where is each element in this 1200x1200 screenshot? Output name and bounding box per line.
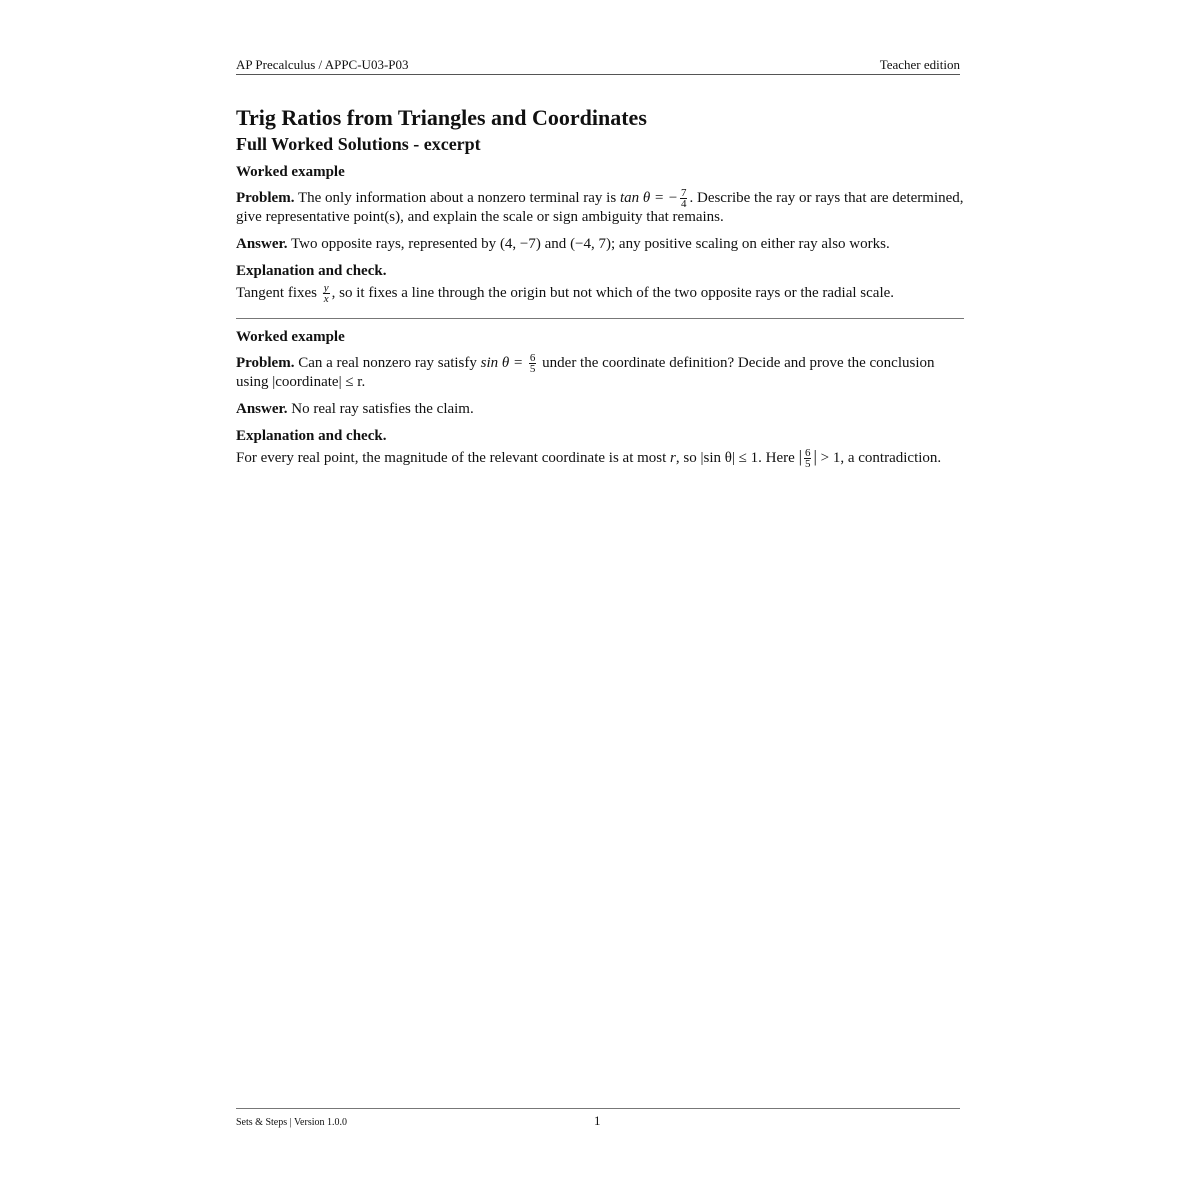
fraction-numerator: y bbox=[323, 282, 329, 294]
problem-label: Problem. bbox=[236, 354, 295, 371]
answer-text: No real ray satisfies the claim. bbox=[291, 400, 474, 417]
example-heading: Worked example bbox=[236, 164, 345, 180]
fraction-denominator: 4 bbox=[680, 198, 687, 210]
fraction-numerator: 6 bbox=[804, 447, 811, 460]
problem-paragraph bbox=[236, 353, 964, 392]
problem-math: tan θ = − bbox=[619, 189, 678, 206]
problem-math: |coordinate| ≤ r bbox=[272, 374, 362, 390]
problem-text: The only information about a nonzero terminal ray is bbox=[297, 189, 617, 206]
explanation-heading: Explanation and check. bbox=[236, 263, 387, 279]
explanation-math: |sin θ| ≤ 1 bbox=[700, 450, 759, 466]
answer-text: and bbox=[544, 235, 567, 252]
problem-text: . bbox=[361, 374, 366, 390]
problem-fraction bbox=[680, 188, 688, 209]
absolute-bar: | bbox=[798, 447, 802, 466]
problem-text: . Describe the ray or rays that are determined, give representative point bbox=[236, 189, 964, 225]
problem-fraction bbox=[529, 353, 537, 374]
answer-text: Two opposite rays, represented by bbox=[291, 235, 497, 252]
explanation-text: , so it fixes a line through the origin but not which of the two opposite rays or the radial scale. bbox=[331, 284, 895, 301]
explanation-text: . Here bbox=[758, 450, 795, 466]
course-code: AP Precalculus / APPC-U03-P03 bbox=[236, 57, 409, 72]
worked-example-1 bbox=[236, 162, 964, 304]
page-number: 1 bbox=[594, 1113, 601, 1128]
explanation-heading: Explanation and check. bbox=[236, 428, 387, 444]
problem-label: Problem. bbox=[236, 189, 295, 206]
page-subtitle: Full Worked Solutions - excerpt bbox=[236, 134, 481, 154]
explanation-paragraph bbox=[236, 448, 964, 469]
running-header bbox=[236, 58, 960, 75]
section-divider bbox=[236, 318, 964, 319]
problem-text: under the coordinate definition? Decide and prove the conclusion using bbox=[236, 354, 935, 390]
explanation-fraction bbox=[323, 283, 330, 304]
edition-label: Teacher edition bbox=[879, 57, 960, 72]
fraction-numerator: 6 bbox=[529, 352, 536, 364]
explanation-paragraph bbox=[236, 283, 964, 304]
explanation-text: For every real point, the magnitude of the relevant coordinate is at most bbox=[236, 450, 667, 466]
answer-math: (4, −7) bbox=[499, 235, 541, 252]
page-title: Trig Ratios from Triangles and Coordinates bbox=[236, 105, 647, 130]
main-content bbox=[236, 104, 964, 469]
fraction-numerator: 7 bbox=[680, 187, 687, 199]
problem-paragraph bbox=[236, 188, 964, 227]
footer-version: Sets & Steps | Version 1.0.0 bbox=[236, 1117, 347, 1128]
worked-example-2 bbox=[236, 327, 964, 469]
explanation-text: Tangent fixes bbox=[236, 284, 318, 301]
running-footer bbox=[236, 1108, 960, 1128]
explanation-math: > 1 bbox=[820, 450, 841, 466]
answer-math: (−4, 7) bbox=[570, 235, 612, 252]
answer-paragraph bbox=[236, 236, 964, 254]
absolute-bar: | bbox=[813, 447, 817, 466]
problem-math: sin θ = bbox=[480, 354, 524, 371]
explanation-fraction bbox=[804, 448, 812, 469]
explanation-math: r bbox=[670, 450, 676, 466]
problem-text: , and explain the scale or sign ambiguity that remains. bbox=[400, 209, 724, 225]
fraction-denominator: x bbox=[323, 293, 329, 305]
explanation-text: , so bbox=[675, 450, 697, 466]
problem-text: Can a real nonzero ray satisfy bbox=[298, 354, 477, 371]
explanation-text: , a contradiction. bbox=[840, 450, 942, 466]
problem-math: (s) bbox=[384, 209, 401, 225]
document-page bbox=[236, 0, 964, 1200]
fraction-denominator: 5 bbox=[804, 458, 811, 471]
answer-paragraph bbox=[236, 401, 964, 419]
example-heading: Worked example bbox=[236, 329, 345, 345]
answer-text: ; any positive scaling on either ray also works. bbox=[611, 235, 890, 252]
fraction-denominator: 5 bbox=[529, 363, 536, 375]
answer-label: Answer. bbox=[236, 400, 288, 417]
answer-label: Answer. bbox=[236, 235, 288, 252]
